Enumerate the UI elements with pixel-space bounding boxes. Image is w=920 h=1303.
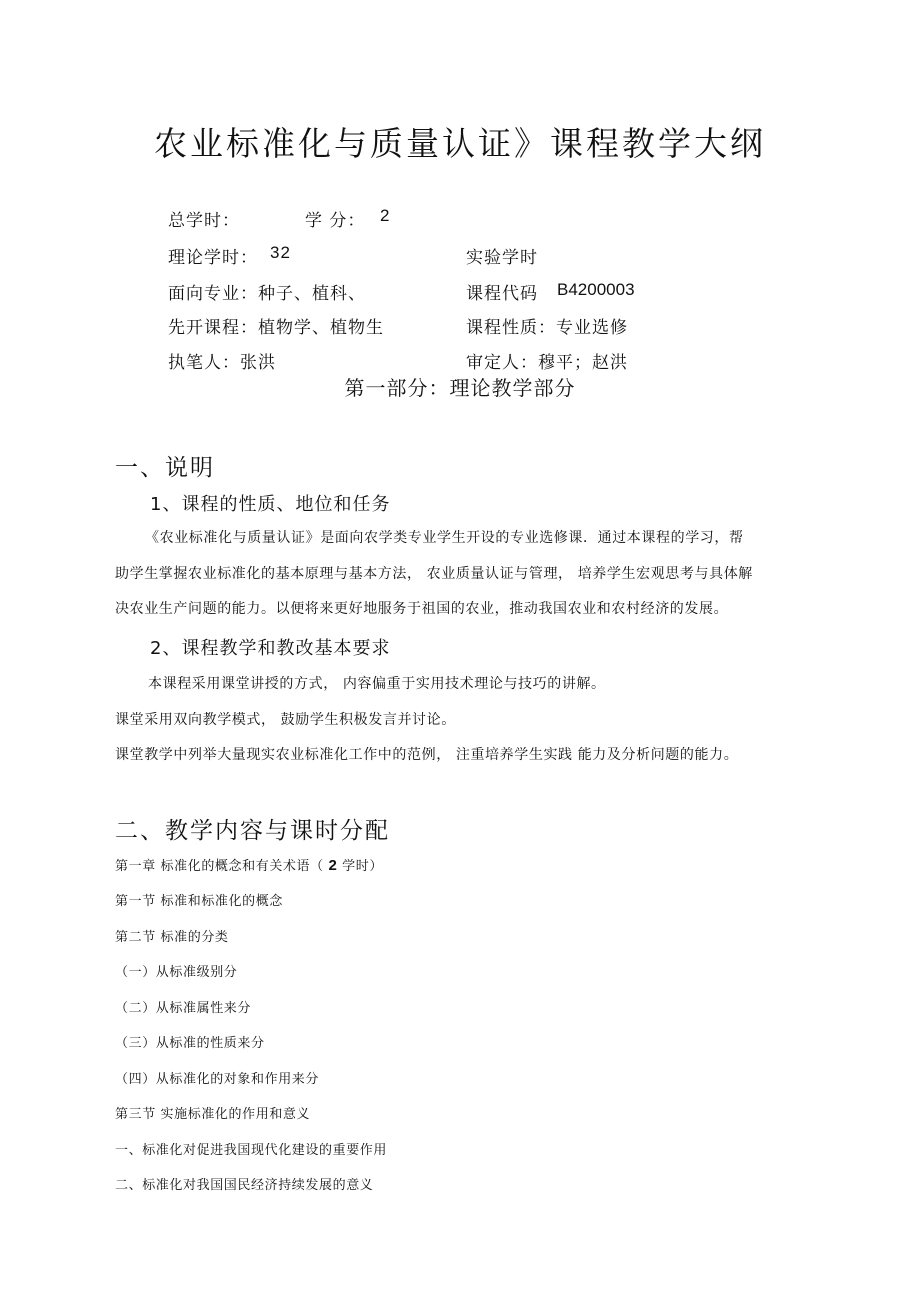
paragraph-line: 助学生掌握农业标准化的基本原理与基本方法， 农业质量认证与管理， 培养学生宏观思考与具体解 — [115, 566, 753, 582]
section-2-heading: 二、教学内容与课时分配 — [115, 818, 390, 844]
paragraph-line: 《农业标准化与质量认证》是面向农学类专业学生开设的专业选修课．通过本课程的学习，帮 — [145, 530, 744, 546]
paragraph-line: 课堂教学中列举大量现实农业标准化工作中的范例， 注重培养学生实践 能力及分析问题的能力。 — [115, 747, 739, 763]
theory-hours-label: 理论学时： — [168, 248, 258, 268]
credit-label: 学 分： — [305, 211, 366, 231]
outline-item: 二、标准化对我国国民经济持续发展的意义 — [115, 1178, 374, 1193]
subsection-1-heading: 1、课程的性质、地位和任务 — [150, 494, 391, 515]
author-label: 执笔人：张洪 — [168, 353, 276, 373]
outline-item: （二）从标准属性来分 — [115, 1001, 252, 1016]
paragraph-line: 本课程采用课堂讲授的方式， 内容偏重于实用技术理论与技巧的讲解。 — [148, 676, 606, 692]
credit-value: 2 — [380, 206, 391, 225]
chapter-1-prefix: 第一章 标准化的概念和有关术语（ — [115, 859, 329, 874]
section-1-heading: 一、说明 — [115, 455, 215, 481]
prereq-label: 先开课程：植物学、植物生 — [168, 318, 384, 338]
page-title: 农业标准化与质量认证》课程教学大纲 — [154, 124, 766, 163]
outline-item: 第三节 实施标准化的作用和意义 — [115, 1107, 311, 1122]
chapter-1-suffix: 学时） — [337, 859, 383, 874]
outline-item: （四）从标准化的对象和作用来分 — [115, 1072, 320, 1087]
course-type-label: 课程性质：专业选修 — [466, 318, 628, 338]
total-hours-label: 总学时： — [168, 211, 240, 231]
subsection-2-heading: 2、课程教学和教改基本要求 — [150, 638, 391, 659]
part-title: 第一部分：理论教学部分 — [344, 376, 576, 400]
lab-hours-label: 实验学时 — [466, 248, 538, 268]
outline-item: （三）从标准的性质来分 — [115, 1036, 265, 1051]
paragraph-line: 决农业生产问题的能力。以便将来更好地服务于祖国的农业，推动我国农业和农村经济的发展。 — [115, 601, 729, 617]
major-label: 面向专业：种子、植科、 — [168, 284, 366, 304]
chapter-1-title — [115, 855, 383, 874]
course-code-label: 课程代码 — [466, 284, 538, 304]
outline-item: 第二节 标准的分类 — [115, 930, 229, 945]
outline-item: （一）从标准级别分 — [115, 965, 238, 980]
reviewer-label: 审定人：穆平；赵洪 — [466, 353, 628, 373]
outline-item: 一、标准化对促进我国现代化建设的重要作用 — [115, 1143, 388, 1158]
chapter-1-hours: 2 — [328, 857, 338, 874]
paragraph-line: 课堂采用双向教学模式， 鼓励学生积极发言并讨论。 — [115, 712, 456, 728]
course-code-value: B4200003 — [557, 280, 635, 299]
theory-hours-value: 32 — [270, 243, 291, 262]
outline-item: 第一节 标准和标准化的概念 — [115, 894, 283, 909]
